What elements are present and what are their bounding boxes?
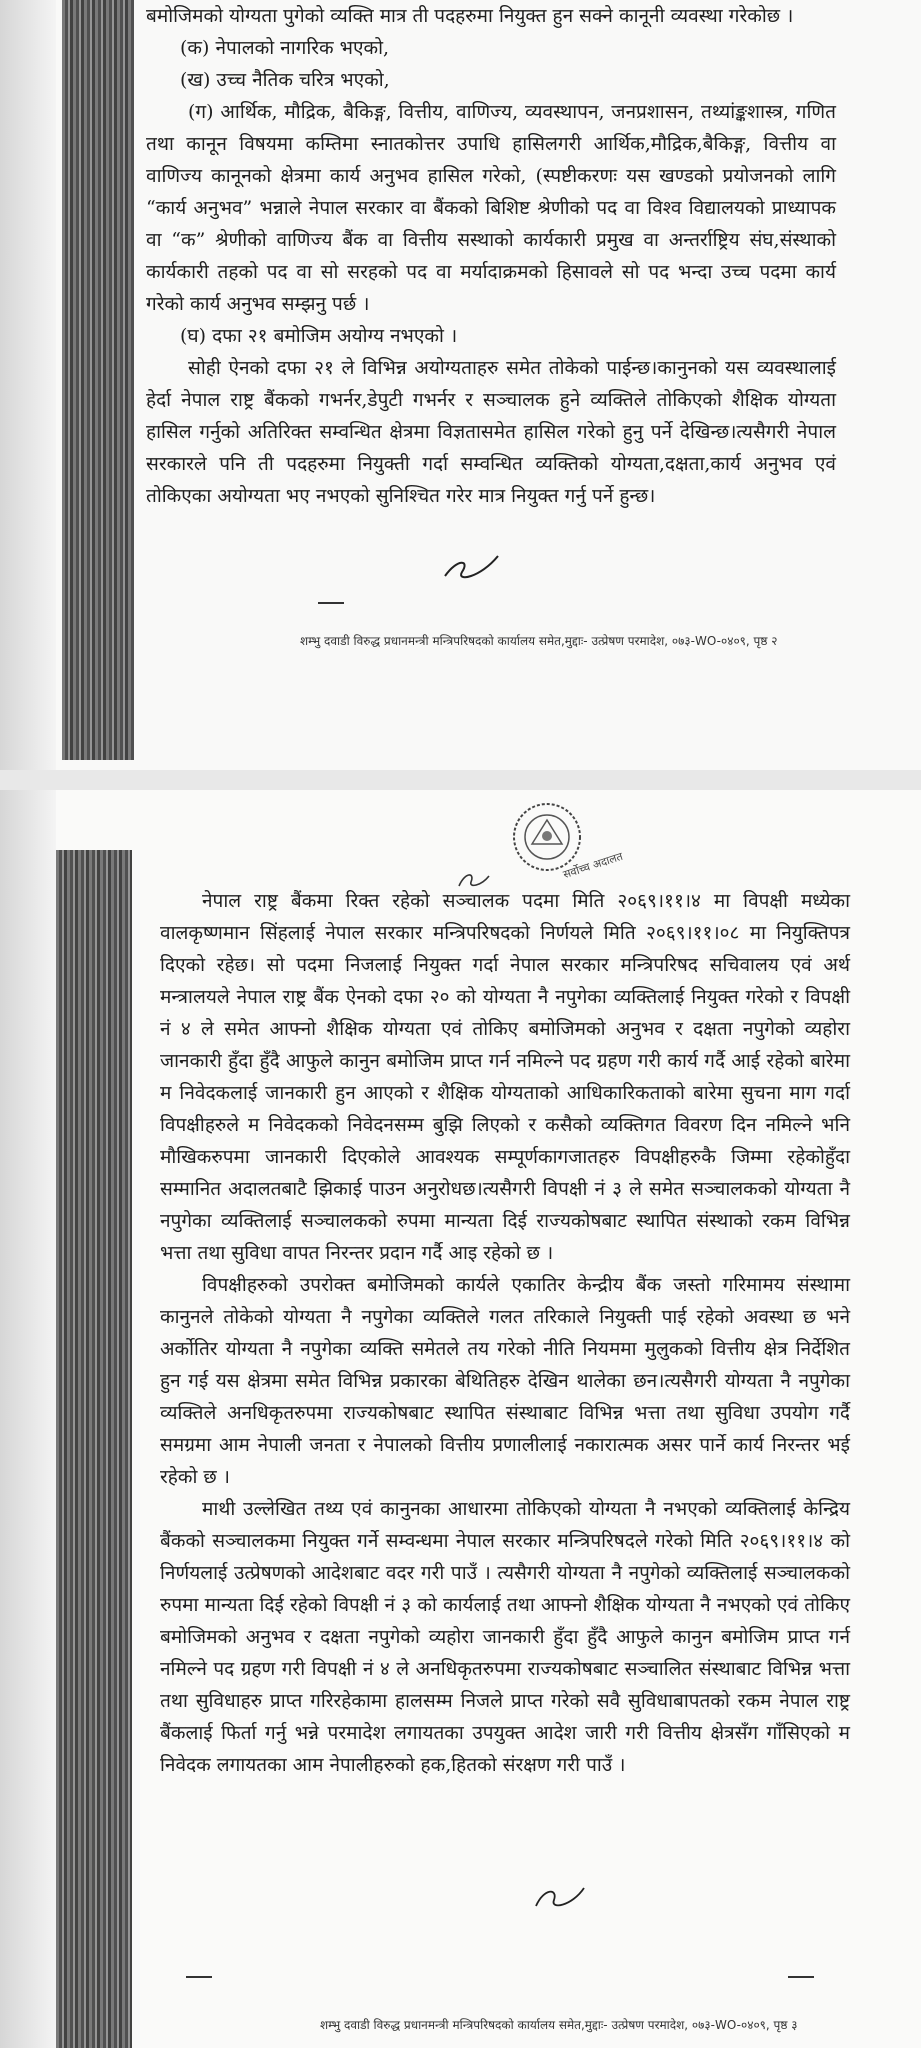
binding-edge [62,0,134,760]
list-item-gha: (घ) दफा २१ बमोजिम अयोग्य नभएको । [180,325,458,347]
paragraph: माथी उल्लेखित तथ्य एवं कानुनका आधारमा तोकिएको योग्यता नै नभएको व्यक्तिलाई केन्द्रिय बैंकको सञ्चालकमा नियुक्त गर्ने सम्वन्धमा नेपाल सरकार मन्त्रिपरिषदले गरेको मिति २०६९।११।४ को निर्णयलाई उत्प्रेषणको आदेशबाट वदर गरी पाउँ । त्यसैगरी योग्यता नै नपुगेको व्यक्तिलाई सञ्चालकको रुपमा मान्यता दिई रहेको विपक्षी नं ३ को कार्यलाई तथा आफ्नो शैक्षिक योग्यता नै नभएको एवं तोकिए बमोजिमको अनुभव र दक्षता नपुगेको व्यहोरा जानकारी हुँदा हुँदै आफुले कानुन बमोजिम प्राप्त गर्न नमिल्ने पद ग्रहण गरी विपक्षी नं ४ ले अनधिकृतरुपमा राज्यकोषबाट सञ्चालित संस्थाबाट विभिन्न भत्ता तथा सुविधाहरु प्राप्त गरिरहेकामा हालसम्म निजले प्राप्त गरेको सवै सुविधाबापतको रकम नेपाल राष्ट्र बैंकलाई फिर्ता गर्नु भन्ने परमादेश लगायतका उपयुक्त आदेश जारी गरी वित्तीय क्षेत्रसँग गाँसिएको म निवेदक लगायतका आम नेपालीहरुको हक,हितको संरक्षण गरी पाउँ । [160,1498,850,1776]
page-body [160,885,850,1781]
separator-dash [318,602,344,604]
list-item-kha: (ख) उच्च नैतिक चरित्र भएको, [180,69,390,91]
binding-edge [56,850,132,2048]
scan-shadow [0,0,56,782]
separator-dash [186,1976,212,1978]
document-page-2 [0,0,921,782]
paragraph: विपक्षीहरुको उपरोक्त बमोजिमको कार्यले एकातिर केन्द्रीय बैंक जस्तो गरिमामय संस्थामा कानुनले तोकेको योग्यता नै नपुगेका व्यक्तिले गलत तरिकाले नियुक्ती पाई रहेको अवस्था छ भने अर्कोतिर योग्यता नै नपुगेका व्यक्ति समेतले तय गरेको नीति नियममा मुलुकको वित्तीय क्षेत्र निर्देशित हुन गई यस क्षेत्रमा समेत विभिन्न प्रकारका बेथितिहरु देखिन थालेका छन।त्यसैगरी योग्यता नै नपुगेका व्यक्तिले अनधिकृतरुपमा राज्यकोषबाट स्थापित संस्थाबाट विभिन्न भत्ता तथा सुविधा उपयोग गर्दै समग्रमा आम नेपाली जनता र नेपालको वित्तीय प्रणालीलाई नकारात्मक असर पार्ने कार्य निरन्तर भई रहेको छ । [160,1274,850,1488]
signature-mark [530,1882,590,1912]
paragraph: सोही ऐनको दफा २१ ले विभिन्न अयोग्यताहरु समेत तोकेको पाईन्छ।कानुनको यस व्यवस्थालाई हेर्दा नेपाल राष्ट्र बैंकको गभर्नर,डेपुटी गभर्नर र सञ्चालक हुने व्यक्तिले तोकिएको शैक्षिक योग्यता हासिल गर्नुको अतिरिक्त सम्वन्धित क्षेत्रमा विज्ञतासमेत हासिल गरेको हुनु पर्ने देखिन्छ।त्यसैगरी नेपाल सरकारले पनि ती पदहरुमा नियुक्ती गर्दा सम्वन्धित व्यक्तिको योग्यता,दक्षता,कार्य अनुभव एवं तोकिएका अयोग्यता भए नभएको सुनिश्चित गरेर मात्र नियुक्त गर्नु पर्ने हुन्छ। [146,357,836,507]
seal-label: सर्वोच्च अदालत [561,849,625,882]
document-page-3 [0,790,921,2048]
page-footer: शम्भु दवाडी विरुद्ध प्रधानमन्त्री मन्त्रिपरिषदको कार्यालय समेत,मुद्दाः- उत्प्रेषण परमादेश, ०७३-WO-०४०९, पृष्ठ २ [300,634,778,648]
paragraph: बमोजिमको योग्यता पुगेको व्यक्ति मात्र ती पदहरुमा नियुक्त हुन सक्ने कानूनी व्यवस्था गरेकोछ । [146,5,794,27]
paragraph: नेपाल राष्ट्र बैंकमा रिक्त रहेको सञ्चालक पदमा मिति २०६९।११।४ मा विपक्षी मध्येका वालकृष्णमान सिंहलाई नेपाल सरकार मन्त्रिपरिषदको निर्णयले मिति २०६९।११।०८ मा नियुक्तिपत्र दिएको रहेछ। सो पदमा निजलाई नियुक्त गर्दा नेपाल सरकार मन्त्रिपरिषद सचिवालय एवं अर्थ मन्त्रालयले नेपाल राष्ट्र बैंक ऐनको दफा २० को योग्यता नै नपुगेका व्यक्तिलाई नियुक्त गरेको र विपक्षी नं ४ ले समेत आफ्नो शैक्षिक योग्यता एवं तोकिए बमोजिमको अनुभव र दक्षता नपुगेको व्यहोरा जानकारी हुँदा हुँदै आफुले कानुन बमोजिम प्राप्त गर्न नमिल्ने पद ग्रहण गरी कार्य गर्दै आई रहेको बारेमा म निवेदकलाई जानकारी हुन आएको र शैक्षिक योग्यताको आधिकारिकताको बारेमा सुचना माग गर्दा विपक्षीहरुले म निवेदकको निवेदनसम्म बुझि लिएको र कसैको व्यक्तिगत विवरण दिन नमिल्ने भनि मौखिकरुपमा जानकारी दिएकोले आवश्यक सम्पूर्णकागजातहरु विपक्षीहरुकै जिम्मा रहेकोहुँदा सम्मानित अदालतबाटै झिकाई पाउन अनुरोधछ।त्यसैगरी विपक्षी नं ३ ले समेत सञ्चालकको योग्यता नै नपुगेका व्यक्तिलाई सञ्चालकको रुपमा मान्यता दिई राज्यकोषबाट स्थापित संस्थाको रकम विभिन्न भत्ता तथा सुविधा वापत निरन्तर प्रदान गर्दै आइ रहेको छ । [160,890,850,1264]
separator-dash [788,1976,814,1978]
signature-mark [440,548,510,584]
page-footer: शम्भु दवाडी विरुद्ध प्रधानमन्त्री मन्त्रिपरिषदको कार्यालय समेत,मुद्दाः- उत्प्रेषण परमादेश, ०७३-WO-०४०९, पृष्ठ ३ [320,2018,798,2032]
scan-shadow [0,790,56,2048]
list-item-ka: (क) नेपालको नागरिक भएको, [180,37,390,59]
list-item-ga: (ग) आर्थिक, मौद्रिक, बैकिङ्ग, वित्तीय, वाणिज्य, व्यवस्थापन, जनप्रशासन, तथ्यांङ्कशास्त्र, गणित तथा कानून विषयमा कम्तिमा स्नातकोत्तर उपाधि हासिलगरी आर्थिक,मौद्रिक,बैकिङ्ग, वित्तीय वा वाणिज्य कानूनको क्षेत्रमा कार्य अनुभव हासिल गरेको, (स्पष्टीकरणः यस खण्डको प्रयोजनको लागि “कार्य अनुभव” भन्नाले नेपाल सरकार वा बैंकको बिशिष्ट श्रेणीको पद वा विश्व विद्यालयको प्राध्यापक वा “क” श्रेणीको वाणिज्य बैंक वा वित्तीय सस्थाको कार्यकारी प्रमुख वा अन्तर्राष्ट्रिय संघ,संस्थाको कार्यकारी तहको पद वा सो सरहको पद वा मर्यादाक्रमको हिसावले सो पद भन्दा उच्च पदमा कार्य गरेको कार्य अनुभव सम्झनु पर्छ । [146,101,836,315]
page-body [146,0,836,512]
